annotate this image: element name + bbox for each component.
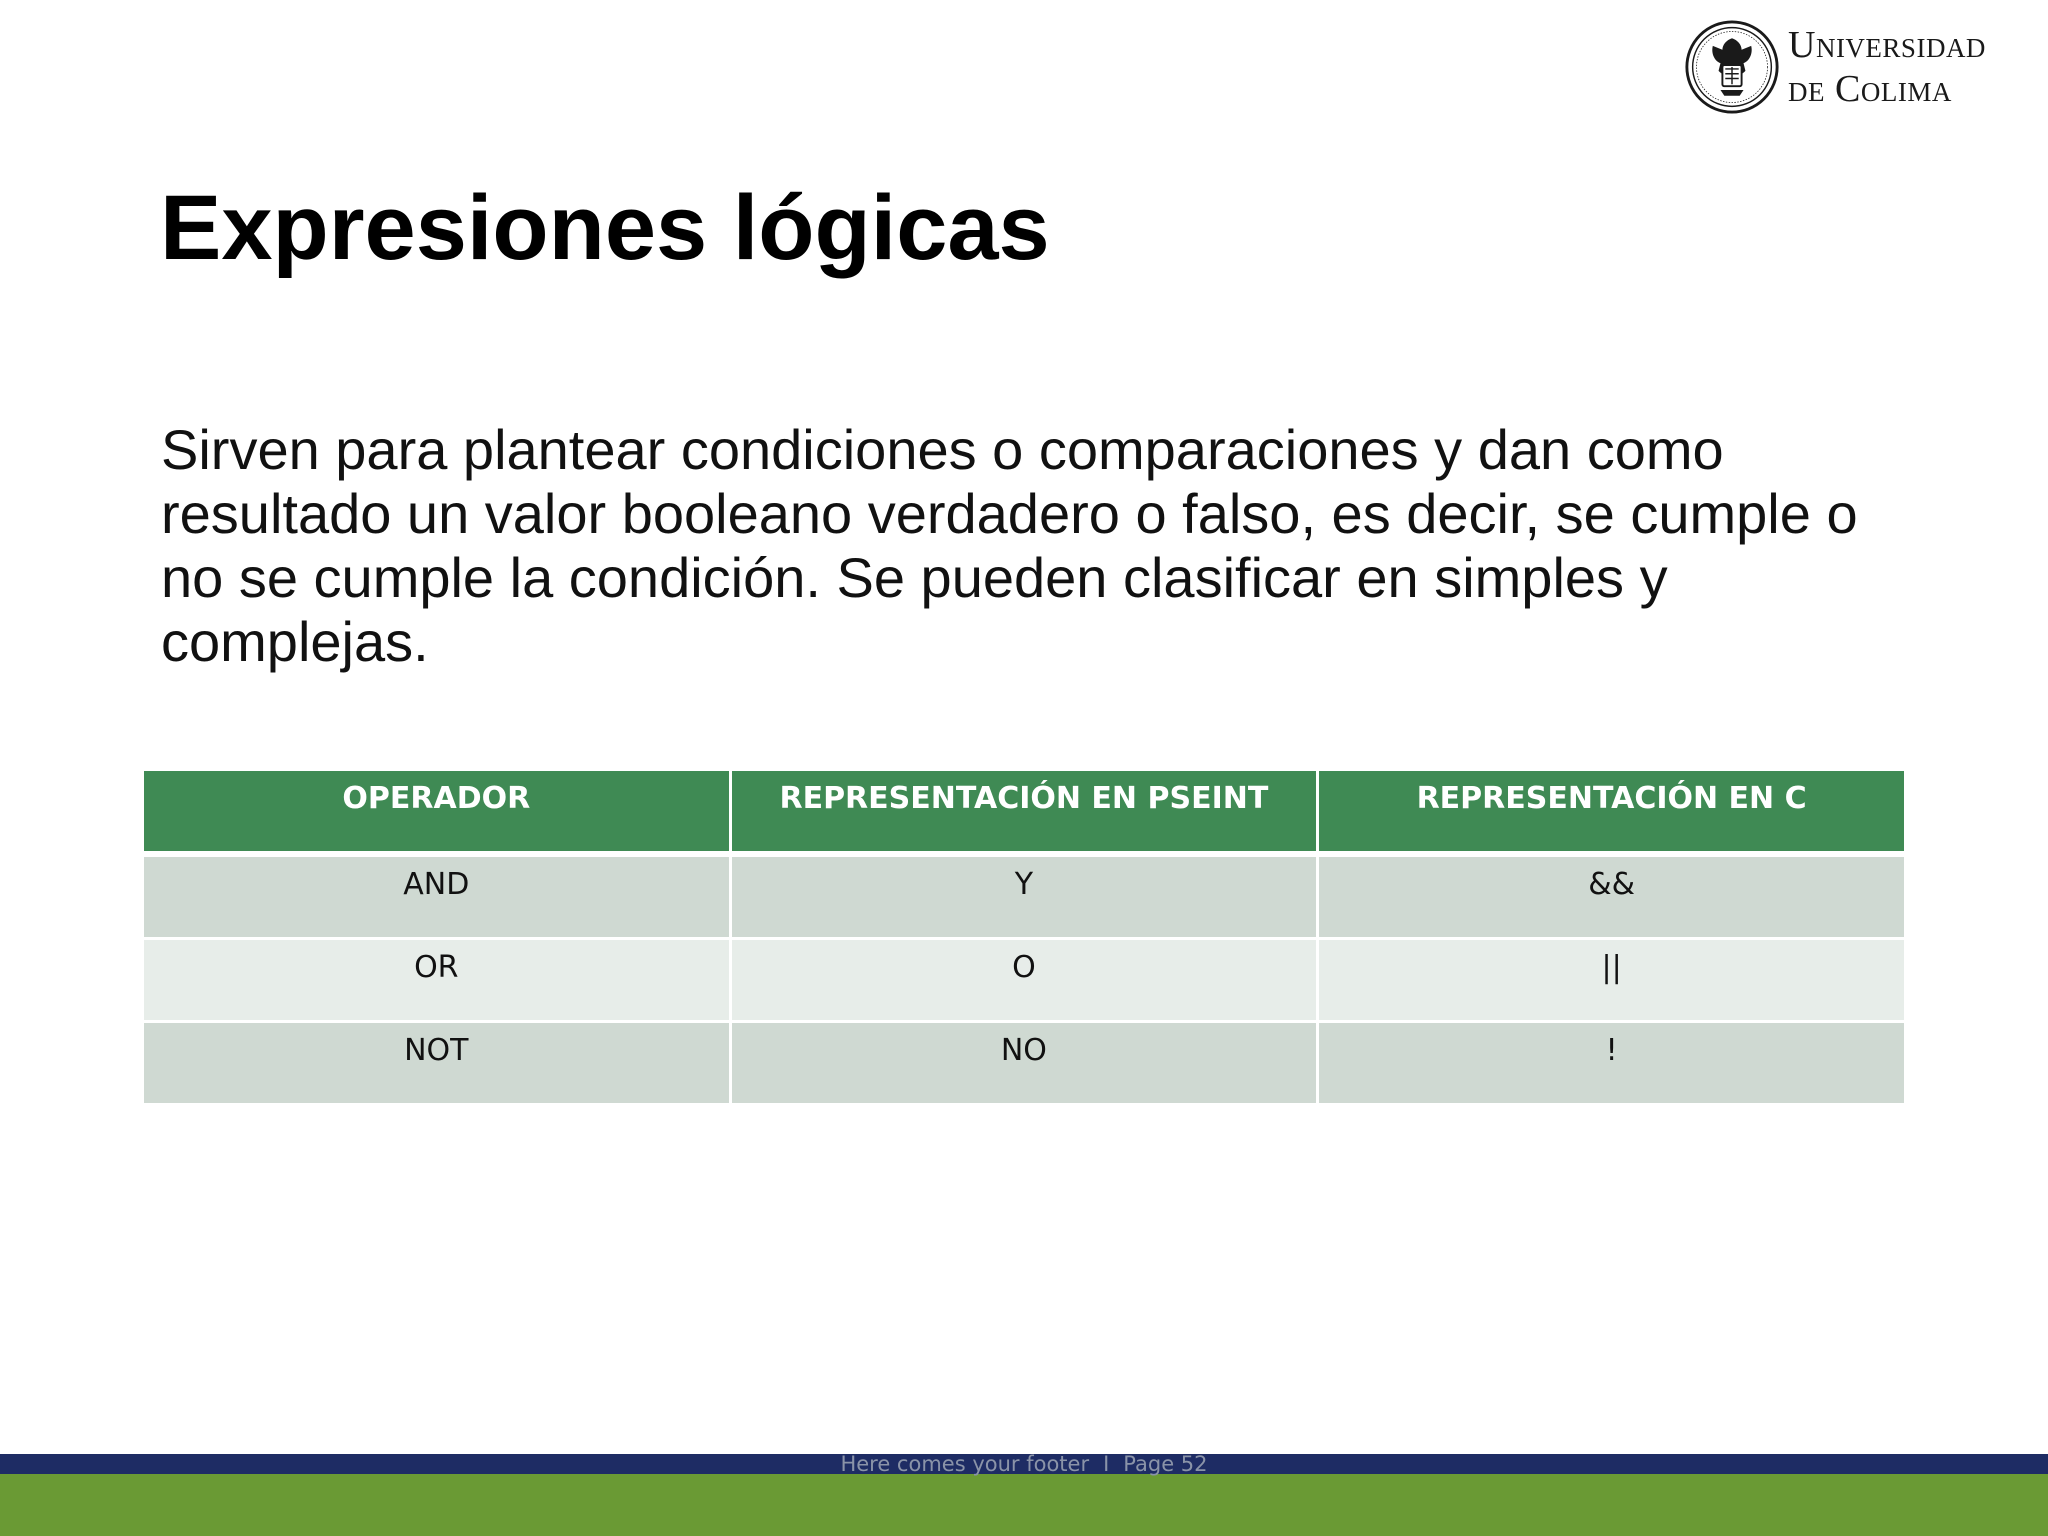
cell-c: && bbox=[1318, 854, 1906, 939]
slide-title: Expresiones lógicas bbox=[160, 177, 1050, 279]
cell-pseint: NO bbox=[730, 1022, 1318, 1105]
page-number: Page 52 bbox=[1123, 1452, 1208, 1476]
cell-c: || bbox=[1318, 939, 1906, 1022]
operators-table bbox=[141, 768, 1907, 1106]
column-header-operator: OPERADOR bbox=[143, 770, 731, 855]
cell-pseint: O bbox=[730, 939, 1318, 1022]
footer-band-green bbox=[0, 1474, 2048, 1536]
table-row bbox=[143, 939, 1906, 1022]
table-row bbox=[143, 1022, 1906, 1105]
table-row bbox=[143, 854, 1906, 939]
logo-line-2: de Colima bbox=[1788, 68, 1952, 110]
column-header-c: REPRESENTACIÓN EN C bbox=[1318, 770, 1906, 855]
column-header-pseint: REPRESENTACIÓN EN PSEINT bbox=[730, 770, 1318, 855]
cell-operator: AND bbox=[143, 854, 731, 939]
cell-pseint: Y bbox=[730, 854, 1318, 939]
footer-separator: I bbox=[1103, 1452, 1110, 1476]
logo-line-1: Universidad bbox=[1788, 24, 1986, 66]
table-header-row bbox=[143, 770, 1906, 855]
footer bbox=[0, 1452, 2048, 1476]
university-logo bbox=[1684, 18, 1986, 116]
university-seal-icon bbox=[1684, 19, 1780, 115]
logo-text bbox=[1788, 23, 1986, 111]
footer-text: Here comes your footer bbox=[840, 1452, 1090, 1476]
cell-operator: NOT bbox=[143, 1022, 731, 1105]
slide-body-text: Sirven para plantear condiciones o comparaciones y dan como resultado un valor booleano verdadero o falso, es decir, se cumple o no se cumple la condición. Se pueden clasificar en simples y complejas. bbox=[161, 418, 1858, 673]
cell-c: ! bbox=[1318, 1022, 1906, 1105]
cell-operator: OR bbox=[143, 939, 731, 1022]
